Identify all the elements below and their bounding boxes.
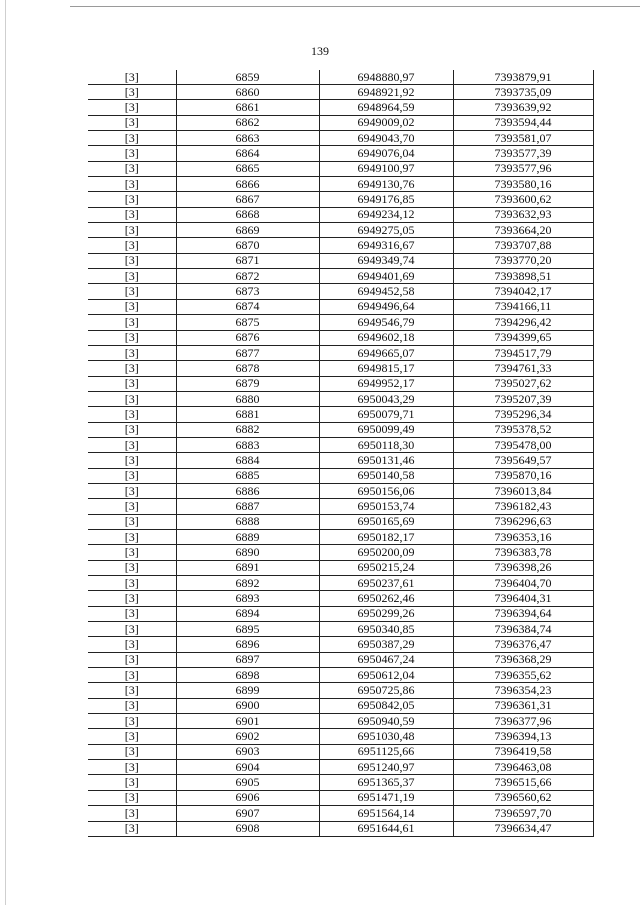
cell-x-coordinate: 6949316,67	[319, 238, 453, 253]
coordinates-table-body	[88, 70, 593, 836]
cell-x-coordinate: 6951471,19	[319, 790, 453, 805]
table-row	[88, 422, 593, 437]
cell-part-ref: [3]	[88, 514, 176, 529]
cell-part-ref: [3]	[88, 284, 176, 299]
cell-part-ref: [3]	[88, 576, 176, 591]
cell-y-coordinate: 7396463,08	[453, 760, 593, 775]
table-row	[88, 100, 593, 115]
cell-y-coordinate: 7393664,20	[453, 223, 593, 238]
table-row	[88, 652, 593, 667]
cell-part-ref: [3]	[88, 376, 176, 391]
table-row	[88, 146, 593, 161]
cell-point-number: 6888	[176, 514, 319, 529]
table-row	[88, 790, 593, 805]
table-row	[88, 361, 593, 376]
cell-x-coordinate: 6950262,46	[319, 591, 453, 606]
cell-y-coordinate: 7396560,62	[453, 790, 593, 805]
cell-y-coordinate: 7395296,34	[453, 407, 593, 422]
coordinates-table	[88, 70, 594, 837]
table-row	[88, 253, 593, 268]
cell-x-coordinate: 6949349,74	[319, 253, 453, 268]
cell-part-ref: [3]	[88, 637, 176, 652]
table-row	[88, 591, 593, 606]
table-row	[88, 330, 593, 345]
cell-x-coordinate: 6949176,85	[319, 192, 453, 207]
cell-point-number: 6894	[176, 606, 319, 621]
cell-part-ref: [3]	[88, 253, 176, 268]
cell-point-number: 6868	[176, 207, 319, 222]
cell-y-coordinate: 7396376,47	[453, 637, 593, 652]
cell-x-coordinate: 6951125,66	[319, 744, 453, 759]
table-row	[88, 407, 593, 422]
cell-y-coordinate: 7395870,16	[453, 468, 593, 483]
cell-x-coordinate: 6950940,59	[319, 714, 453, 729]
cell-part-ref: [3]	[88, 146, 176, 161]
table-row	[88, 115, 593, 130]
table-row	[88, 161, 593, 176]
table-row	[88, 821, 593, 836]
cell-part-ref: [3]	[88, 161, 176, 176]
cell-part-ref: [3]	[88, 131, 176, 146]
cell-y-coordinate: 7396394,64	[453, 606, 593, 621]
cell-point-number: 6900	[176, 698, 319, 713]
table-row	[88, 437, 593, 452]
cell-part-ref: [3]	[88, 483, 176, 498]
cell-point-number: 6906	[176, 790, 319, 805]
table-row	[88, 606, 593, 621]
cell-point-number: 6881	[176, 407, 319, 422]
cell-part-ref: [3]	[88, 821, 176, 836]
table-row	[88, 729, 593, 744]
table-row	[88, 269, 593, 284]
cell-part-ref: [3]	[88, 529, 176, 544]
cell-x-coordinate: 6951030,48	[319, 729, 453, 744]
cell-point-number: 6908	[176, 821, 319, 836]
cell-x-coordinate: 6949076,04	[319, 146, 453, 161]
cell-x-coordinate: 6950165,69	[319, 514, 453, 529]
cell-x-coordinate: 6950387,29	[319, 637, 453, 652]
cell-part-ref: [3]	[88, 545, 176, 560]
cell-y-coordinate: 7394166,11	[453, 299, 593, 314]
cell-y-coordinate: 7393898,51	[453, 269, 593, 284]
cell-x-coordinate: 6949602,18	[319, 330, 453, 345]
cell-y-coordinate: 7396419,58	[453, 744, 593, 759]
cell-x-coordinate: 6950043,29	[319, 391, 453, 406]
cell-y-coordinate: 7393639,92	[453, 100, 593, 115]
table-row	[88, 637, 593, 652]
cell-x-coordinate: 6950725,86	[319, 683, 453, 698]
cell-x-coordinate: 6948880,97	[319, 70, 453, 85]
cell-x-coordinate: 6950156,06	[319, 483, 453, 498]
cell-y-coordinate: 7395207,39	[453, 391, 593, 406]
cell-point-number: 6901	[176, 714, 319, 729]
cell-part-ref: [3]	[88, 177, 176, 192]
cell-x-coordinate: 6949665,07	[319, 345, 453, 360]
table-row	[88, 560, 593, 575]
cell-part-ref: [3]	[88, 744, 176, 759]
table-row	[88, 683, 593, 698]
cell-x-coordinate: 6949130,76	[319, 177, 453, 192]
table-row	[88, 576, 593, 591]
cell-x-coordinate: 6950215,24	[319, 560, 453, 575]
cell-x-coordinate: 6951644,61	[319, 821, 453, 836]
table-row	[88, 131, 593, 146]
cell-point-number: 6896	[176, 637, 319, 652]
cell-y-coordinate: 7393577,39	[453, 146, 593, 161]
cell-part-ref: [3]	[88, 453, 176, 468]
table-row	[88, 207, 593, 222]
table-row	[88, 223, 593, 238]
cell-y-coordinate: 7396384,74	[453, 622, 593, 637]
table-row	[88, 192, 593, 207]
cell-y-coordinate: 7396398,26	[453, 560, 593, 575]
table-row	[88, 70, 593, 85]
table-row	[88, 177, 593, 192]
cell-part-ref: [3]	[88, 729, 176, 744]
cell-y-coordinate: 7393735,09	[453, 85, 593, 100]
cell-point-number: 6859	[176, 70, 319, 85]
cell-part-ref: [3]	[88, 192, 176, 207]
cell-x-coordinate: 6950182,17	[319, 529, 453, 544]
cell-point-number: 6875	[176, 315, 319, 330]
cell-point-number: 6865	[176, 161, 319, 176]
table-row	[88, 744, 593, 759]
cell-y-coordinate: 7393577,96	[453, 161, 593, 176]
cell-x-coordinate: 6950118,30	[319, 437, 453, 452]
table-row	[88, 376, 593, 391]
cell-x-coordinate: 6950153,74	[319, 499, 453, 514]
cell-y-coordinate: 7393632,93	[453, 207, 593, 222]
cell-part-ref: [3]	[88, 560, 176, 575]
cell-x-coordinate: 6948964,59	[319, 100, 453, 115]
cell-point-number: 6877	[176, 345, 319, 360]
cell-point-number: 6902	[176, 729, 319, 744]
cell-part-ref: [3]	[88, 775, 176, 790]
table-row	[88, 391, 593, 406]
cell-point-number: 6866	[176, 177, 319, 192]
cell-point-number: 6890	[176, 545, 319, 560]
table-row	[88, 499, 593, 514]
cell-part-ref: [3]	[88, 591, 176, 606]
cell-y-coordinate: 7396353,16	[453, 529, 593, 544]
cell-part-ref: [3]	[88, 361, 176, 376]
cell-x-coordinate: 6950612,04	[319, 668, 453, 683]
cell-y-coordinate: 7396355,62	[453, 668, 593, 683]
cell-part-ref: [3]	[88, 422, 176, 437]
cell-part-ref: [3]	[88, 70, 176, 85]
cell-y-coordinate: 7396368,29	[453, 652, 593, 667]
scan-top-edge-line	[70, 6, 640, 7]
cell-part-ref: [3]	[88, 330, 176, 345]
cell-point-number: 6892	[176, 576, 319, 591]
cell-part-ref: [3]	[88, 345, 176, 360]
table-row	[88, 315, 593, 330]
cell-y-coordinate: 7394517,79	[453, 345, 593, 360]
cell-point-number: 6863	[176, 131, 319, 146]
cell-part-ref: [3]	[88, 315, 176, 330]
cell-x-coordinate: 6951564,14	[319, 806, 453, 821]
cell-part-ref: [3]	[88, 652, 176, 667]
cell-x-coordinate: 6949401,69	[319, 269, 453, 284]
cell-x-coordinate: 6949100,97	[319, 161, 453, 176]
cell-point-number: 6891	[176, 560, 319, 575]
scan-left-edge-line	[5, 0, 6, 905]
cell-x-coordinate: 6950140,58	[319, 468, 453, 483]
cell-point-number: 6883	[176, 437, 319, 452]
cell-x-coordinate: 6948921,92	[319, 85, 453, 100]
cell-y-coordinate: 7395378,52	[453, 422, 593, 437]
cell-point-number: 6889	[176, 529, 319, 544]
cell-point-number: 6864	[176, 146, 319, 161]
cell-y-coordinate: 7393879,91	[453, 70, 593, 85]
cell-y-coordinate: 7396404,31	[453, 591, 593, 606]
cell-part-ref: [3]	[88, 668, 176, 683]
cell-y-coordinate: 7396515,66	[453, 775, 593, 790]
cell-part-ref: [3]	[88, 269, 176, 284]
cell-point-number: 6870	[176, 238, 319, 253]
cell-part-ref: [3]	[88, 622, 176, 637]
cell-y-coordinate: 7394761,33	[453, 361, 593, 376]
cell-part-ref: [3]	[88, 238, 176, 253]
cell-point-number: 6898	[176, 668, 319, 683]
cell-y-coordinate: 7396597,70	[453, 806, 593, 821]
table-row	[88, 468, 593, 483]
cell-y-coordinate: 7393770,20	[453, 253, 593, 268]
cell-point-number: 6874	[176, 299, 319, 314]
cell-part-ref: [3]	[88, 299, 176, 314]
cell-y-coordinate: 7396013,84	[453, 483, 593, 498]
cell-y-coordinate: 7396361,31	[453, 698, 593, 713]
cell-point-number: 6876	[176, 330, 319, 345]
cell-x-coordinate: 6949234,12	[319, 207, 453, 222]
cell-part-ref: [3]	[88, 806, 176, 821]
table-row	[88, 806, 593, 821]
cell-y-coordinate: 7396383,78	[453, 545, 593, 560]
cell-y-coordinate: 7396296,63	[453, 514, 593, 529]
cell-y-coordinate: 7393600,62	[453, 192, 593, 207]
cell-part-ref: [3]	[88, 468, 176, 483]
cell-x-coordinate: 6950237,61	[319, 576, 453, 591]
cell-x-coordinate: 6949009,02	[319, 115, 453, 130]
cell-y-coordinate: 7395649,57	[453, 453, 593, 468]
cell-y-coordinate: 7396377,96	[453, 714, 593, 729]
cell-x-coordinate: 6949952,17	[319, 376, 453, 391]
cell-point-number: 6893	[176, 591, 319, 606]
cell-y-coordinate: 7396634,47	[453, 821, 593, 836]
cell-point-number: 6867	[176, 192, 319, 207]
cell-x-coordinate: 6949496,64	[319, 299, 453, 314]
cell-x-coordinate: 6950299,26	[319, 606, 453, 621]
cell-x-coordinate: 6950467,24	[319, 652, 453, 667]
cell-x-coordinate: 6951365,37	[319, 775, 453, 790]
cell-part-ref: [3]	[88, 115, 176, 130]
cell-point-number: 6872	[176, 269, 319, 284]
cell-x-coordinate: 6951240,97	[319, 760, 453, 775]
cell-part-ref: [3]	[88, 407, 176, 422]
cell-part-ref: [3]	[88, 437, 176, 452]
cell-point-number: 6897	[176, 652, 319, 667]
cell-y-coordinate: 7393580,16	[453, 177, 593, 192]
table-row	[88, 545, 593, 560]
cell-point-number: 6903	[176, 744, 319, 759]
cell-point-number: 6879	[176, 376, 319, 391]
table-row	[88, 483, 593, 498]
table-row	[88, 714, 593, 729]
cell-point-number: 6878	[176, 361, 319, 376]
cell-y-coordinate: 7393594,44	[453, 115, 593, 130]
cell-part-ref: [3]	[88, 223, 176, 238]
table-row	[88, 775, 593, 790]
cell-x-coordinate: 6949043,70	[319, 131, 453, 146]
table-row	[88, 622, 593, 637]
table-row	[88, 85, 593, 100]
cell-x-coordinate: 6950079,71	[319, 407, 453, 422]
cell-y-coordinate: 7396404,70	[453, 576, 593, 591]
cell-part-ref: [3]	[88, 499, 176, 514]
cell-part-ref: [3]	[88, 790, 176, 805]
cell-part-ref: [3]	[88, 714, 176, 729]
cell-point-number: 6861	[176, 100, 319, 115]
cell-point-number: 6884	[176, 453, 319, 468]
cell-part-ref: [3]	[88, 85, 176, 100]
cell-point-number: 6882	[176, 422, 319, 437]
cell-y-coordinate: 7393581,07	[453, 131, 593, 146]
table-row	[88, 698, 593, 713]
cell-part-ref: [3]	[88, 207, 176, 222]
cell-point-number: 6885	[176, 468, 319, 483]
cell-point-number: 6873	[176, 284, 319, 299]
cell-point-number: 6869	[176, 223, 319, 238]
table-row	[88, 238, 593, 253]
cell-point-number: 6887	[176, 499, 319, 514]
cell-x-coordinate: 6950340,85	[319, 622, 453, 637]
cell-point-number: 6880	[176, 391, 319, 406]
cell-x-coordinate: 6950131,46	[319, 453, 453, 468]
cell-x-coordinate: 6950842,05	[319, 698, 453, 713]
cell-y-coordinate: 7394042,17	[453, 284, 593, 299]
cell-part-ref: [3]	[88, 100, 176, 115]
cell-point-number: 6862	[176, 115, 319, 130]
cell-part-ref: [3]	[88, 698, 176, 713]
cell-y-coordinate: 7395478,00	[453, 437, 593, 452]
cell-point-number: 6905	[176, 775, 319, 790]
table-row	[88, 453, 593, 468]
table-row	[88, 760, 593, 775]
table-row	[88, 345, 593, 360]
cell-x-coordinate: 6949275,05	[319, 223, 453, 238]
cell-y-coordinate: 7393707,88	[453, 238, 593, 253]
cell-point-number: 6860	[176, 85, 319, 100]
cell-x-coordinate: 6949815,17	[319, 361, 453, 376]
cell-x-coordinate: 6949546,79	[319, 315, 453, 330]
cell-x-coordinate: 6950200,09	[319, 545, 453, 560]
cell-y-coordinate: 7396354,23	[453, 683, 593, 698]
cell-part-ref: [3]	[88, 683, 176, 698]
cell-x-coordinate: 6950099,49	[319, 422, 453, 437]
cell-y-coordinate: 7396394,13	[453, 729, 593, 744]
cell-point-number: 6899	[176, 683, 319, 698]
cell-part-ref: [3]	[88, 391, 176, 406]
table-row	[88, 284, 593, 299]
cell-point-number: 6871	[176, 253, 319, 268]
cell-part-ref: [3]	[88, 606, 176, 621]
page-number: 139	[311, 44, 329, 58]
cell-y-coordinate: 7396182,43	[453, 499, 593, 514]
cell-point-number: 6904	[176, 760, 319, 775]
cell-x-coordinate: 6949452,58	[319, 284, 453, 299]
cell-y-coordinate: 7394296,42	[453, 315, 593, 330]
table-row	[88, 299, 593, 314]
cell-point-number: 6895	[176, 622, 319, 637]
table-row	[88, 514, 593, 529]
table-row	[88, 529, 593, 544]
table-row	[88, 668, 593, 683]
cell-y-coordinate: 7395027,62	[453, 376, 593, 391]
cell-point-number: 6907	[176, 806, 319, 821]
cell-point-number: 6886	[176, 483, 319, 498]
cell-part-ref: [3]	[88, 760, 176, 775]
cell-y-coordinate: 7394399,65	[453, 330, 593, 345]
